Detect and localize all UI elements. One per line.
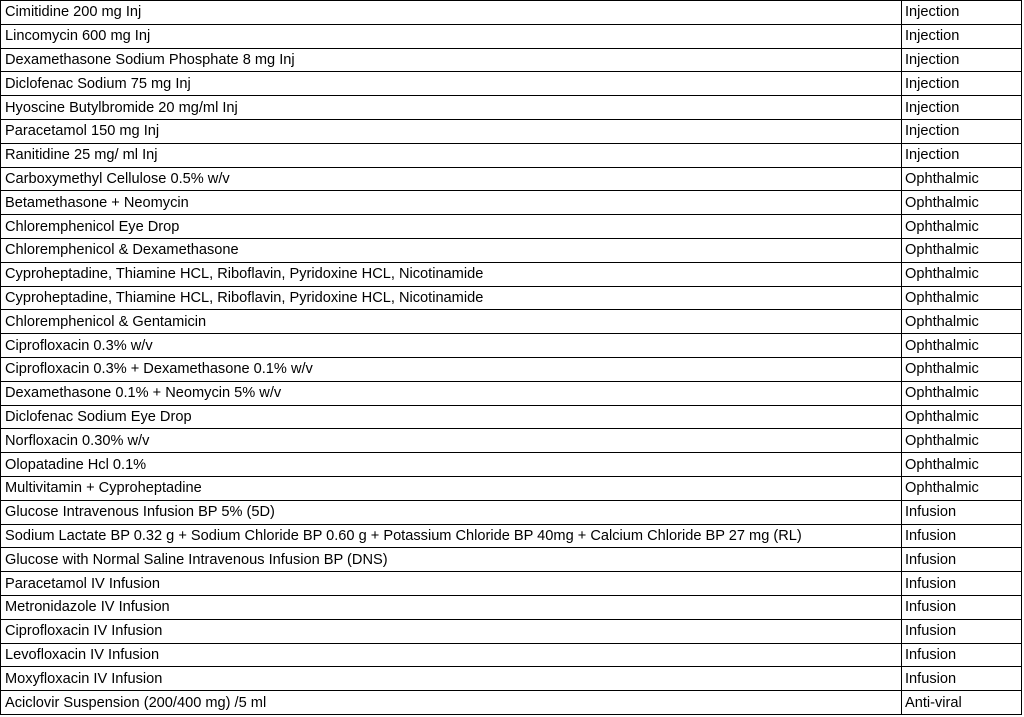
dosage-form-cell[interactable]: Ophthalmic [902,262,1022,286]
table-row [1,238,1022,262]
drug-name-cell[interactable]: Chloremphenicol Eye Drop [1,215,902,239]
drug-name-cell[interactable]: Dexamethasone 0.1% + Neomycin 5% w/v [1,381,902,405]
dosage-form-cell[interactable]: Ophthalmic [902,167,1022,191]
drug-name-cell[interactable]: Chloremphenicol & Gentamicin [1,310,902,334]
dosage-form-cell[interactable]: Ophthalmic [902,310,1022,334]
table-row [1,572,1022,596]
drug-name-cell[interactable]: Ciprofloxacin IV Infusion [1,619,902,643]
dosage-form-cell[interactable]: Infusion [902,595,1022,619]
drug-name-cell[interactable]: Cyproheptadine, Thiamine HCL, Riboflavin, Pyridoxine HCL, Nicotinamide [1,262,902,286]
table-row [1,262,1022,286]
drug-name-cell[interactable]: Ranitidine 25 mg/ ml Inj [1,143,902,167]
table-row [1,286,1022,310]
table-row [1,595,1022,619]
dosage-form-cell[interactable]: Ophthalmic [902,357,1022,381]
dosage-form-cell[interactable]: Ophthalmic [902,238,1022,262]
table-row [1,191,1022,215]
table-row [1,691,1022,715]
dosage-form-cell[interactable]: Ophthalmic [902,215,1022,239]
drug-name-cell[interactable]: Paracetamol 150 mg Inj [1,119,902,143]
drug-name-cell[interactable]: Glucose Intravenous Infusion BP 5% (5D) [1,500,902,524]
dosage-form-cell[interactable]: Infusion [902,572,1022,596]
dosage-form-cell[interactable]: Ophthalmic [902,191,1022,215]
drug-name-cell[interactable]: Carboxymethyl Cellulose 0.5% w/v [1,167,902,191]
drug-name-cell[interactable]: Ciprofloxacin 0.3% + Dexamethasone 0.1% w/v [1,357,902,381]
dosage-form-cell[interactable]: Infusion [902,619,1022,643]
table-row [1,524,1022,548]
dosage-form-cell[interactable]: Injection [902,119,1022,143]
drug-name-cell[interactable]: Diclofenac Sodium 75 mg Inj [1,72,902,96]
table-row [1,215,1022,239]
drug-name-cell[interactable]: Aciclovir Suspension (200/400 mg) /5 ml [1,691,902,715]
dosage-form-cell[interactable]: Injection [902,143,1022,167]
table-row [1,476,1022,500]
drug-name-cell[interactable]: Dexamethasone Sodium Phosphate 8 mg Inj [1,48,902,72]
dosage-form-cell[interactable]: Injection [902,72,1022,96]
table-row [1,500,1022,524]
drug-name-cell[interactable]: Chloremphenicol & Dexamethasone [1,238,902,262]
dosage-form-cell[interactable]: Anti-viral [902,691,1022,715]
drug-name-cell[interactable]: Cimitidine 200 mg Inj [1,1,902,25]
table-row [1,643,1022,667]
table-row [1,381,1022,405]
drug-name-cell[interactable]: Lincomycin 600 mg Inj [1,24,902,48]
table-row [1,548,1022,572]
dosage-form-cell[interactable]: Infusion [902,667,1022,691]
table-row [1,1,1022,25]
dosage-form-cell[interactable]: Injection [902,24,1022,48]
drug-table-body [1,1,1022,715]
drug-name-cell[interactable]: Cyproheptadine, Thiamine HCL, Riboflavin, Pyridoxine HCL, Nicotinamide [1,286,902,310]
table-row [1,667,1022,691]
table-row [1,143,1022,167]
dosage-form-cell[interactable]: Ophthalmic [902,405,1022,429]
table-row [1,357,1022,381]
table-row [1,24,1022,48]
dosage-form-cell[interactable]: Injection [902,96,1022,120]
table-row [1,405,1022,429]
drug-name-cell[interactable]: Olopatadine Hcl 0.1% [1,453,902,477]
dosage-form-cell[interactable]: Ophthalmic [902,334,1022,358]
drug-name-cell[interactable]: Multivitamin + Cyproheptadine [1,476,902,500]
drug-name-cell[interactable]: Levofloxacin IV Infusion [1,643,902,667]
table-row [1,167,1022,191]
drug-name-cell[interactable]: Moxyfloxacin IV Infusion [1,667,902,691]
dosage-form-cell[interactable]: Ophthalmic [902,429,1022,453]
table-row [1,619,1022,643]
dosage-form-cell[interactable]: Ophthalmic [902,286,1022,310]
dosage-form-cell[interactable]: Infusion [902,548,1022,572]
drug-name-cell[interactable]: Betamethasone + Neomycin [1,191,902,215]
drug-name-cell[interactable]: Norfloxacin 0.30% w/v [1,429,902,453]
table-row [1,429,1022,453]
drug-name-cell[interactable]: Glucose with Normal Saline Intravenous Infusion BP (DNS) [1,548,902,572]
dosage-form-cell[interactable]: Ophthalmic [902,476,1022,500]
dosage-form-cell[interactable]: Infusion [902,524,1022,548]
table-row [1,453,1022,477]
drug-name-cell[interactable]: Ciprofloxacin 0.3% w/v [1,334,902,358]
drug-name-cell[interactable]: Sodium Lactate BP 0.32 g + Sodium Chloride BP 0.60 g + Potassium Chloride BP 40mg + Calcium Chloride BP 27 mg (RL) [1,524,902,548]
table-row [1,96,1022,120]
drug-name-cell[interactable]: Paracetamol IV Infusion [1,572,902,596]
dosage-form-cell[interactable]: Infusion [902,643,1022,667]
table-row [1,119,1022,143]
table-row [1,334,1022,358]
table-row [1,72,1022,96]
table-row [1,48,1022,72]
table-row [1,310,1022,334]
dosage-form-cell[interactable]: Injection [902,1,1022,25]
dosage-form-cell[interactable]: Ophthalmic [902,453,1022,477]
drug-name-cell[interactable]: Hyoscine Butylbromide 20 mg/ml Inj [1,96,902,120]
drug-name-cell[interactable]: Diclofenac Sodium Eye Drop [1,405,902,429]
dosage-form-cell[interactable]: Injection [902,48,1022,72]
dosage-form-cell[interactable]: Ophthalmic [902,381,1022,405]
drug-name-cell[interactable]: Metronidazole IV Infusion [1,595,902,619]
dosage-form-cell[interactable]: Infusion [902,500,1022,524]
